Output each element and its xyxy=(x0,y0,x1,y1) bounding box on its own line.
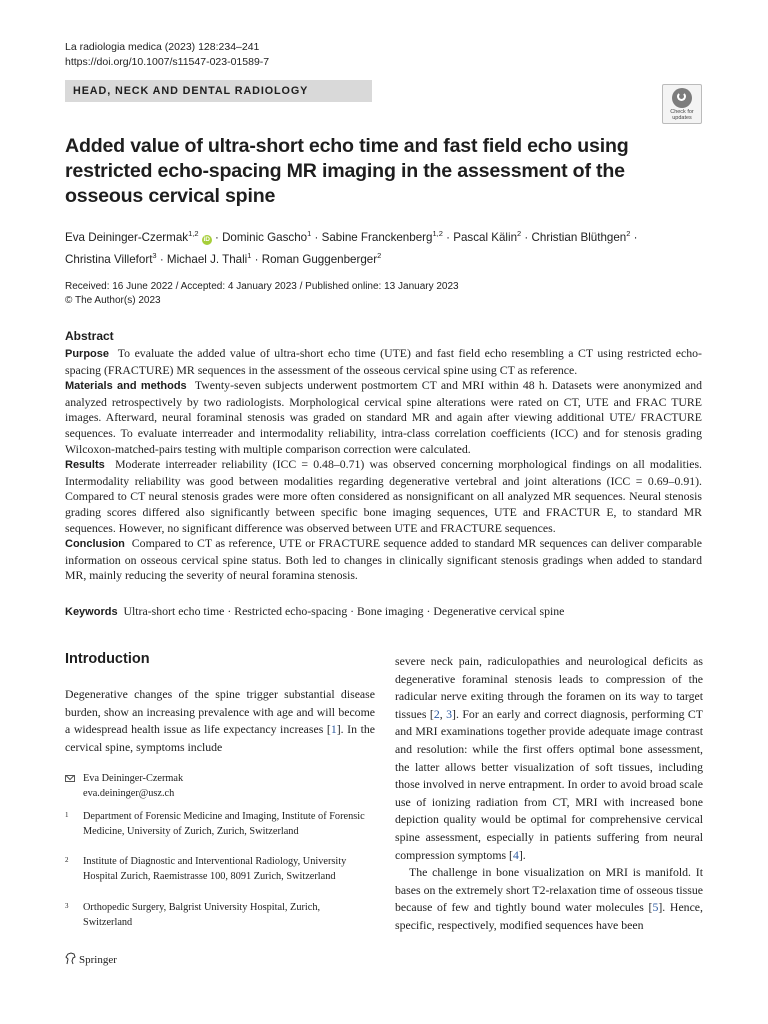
author-name[interactable]: Pascal Kälin xyxy=(453,230,518,244)
doi-link[interactable]: https://doi.org/10.1007/s11547-023-01589-7 xyxy=(65,56,270,68)
check-updates-label-2: updates xyxy=(672,115,692,121)
citation-link[interactable]: 3 xyxy=(446,706,453,721)
results-label: Results xyxy=(65,459,105,472)
abstract-purpose xyxy=(65,346,702,378)
author-name[interactable]: Dominic Gascho xyxy=(222,230,308,244)
citation-link[interactable]: 1 xyxy=(330,722,337,737)
affiliation-text: Institute of Diagnostic and Interventional Radiology, University Hospital Zurich, Raemistrasse 100, 8091 Zurich, Switzerland xyxy=(83,856,347,882)
contact-name: Eva Deininger-Czermak xyxy=(83,773,184,784)
purpose-label: Purpose xyxy=(65,348,110,360)
introduction-heading: Introduction xyxy=(65,651,150,667)
orcid-icon[interactable]: iD xyxy=(203,235,210,243)
citation-link[interactable]: 2 xyxy=(433,706,440,721)
citation-link[interactable]: 4 xyxy=(512,847,519,862)
author-affiliation: 3 xyxy=(152,250,157,260)
contact-email[interactable]: eva.deininger@usz.ch xyxy=(83,787,175,799)
citation-link[interactable]: 5 xyxy=(652,900,659,915)
author-separator: · xyxy=(156,252,167,266)
affiliation xyxy=(65,855,365,884)
conclusion-label: Conclusion xyxy=(65,538,125,551)
intro-text: severe neck pain, radiculopathies and neurological deficits as degenerative foraminal stenosis leads to compression of the radicular nerve exiting through the foramen on its way to target tissues [ xyxy=(395,654,703,721)
dates-line: Received: 16 June 2022 / Accepted: 4 January 2023 / Published online: 13 January 2023 xyxy=(65,281,459,292)
author-name[interactable]: Christian Blüthgen xyxy=(531,230,627,244)
affiliation xyxy=(65,810,365,839)
author-affiliation: 1,2 xyxy=(188,229,199,238)
author-affiliation: 1 xyxy=(247,250,252,260)
author-separator: · xyxy=(211,230,223,244)
journal-citation: La radiologia medica (2023) 128:234–241 xyxy=(65,41,260,53)
citation-separator: , xyxy=(439,706,447,721)
affiliation-number: 3 xyxy=(65,902,69,910)
author-separator: · xyxy=(521,230,532,244)
intro-text: ]. Hence, specific, respectively, modified sequences have been xyxy=(395,900,703,932)
author-affiliation: 2 xyxy=(377,250,382,260)
author-list xyxy=(65,225,705,269)
check-updates-label-1: Check for xyxy=(670,109,694,115)
author-name[interactable]: Christina Villefort xyxy=(65,252,153,266)
envelope-icon xyxy=(65,775,75,782)
abstract-heading: Abstract xyxy=(65,329,114,343)
keywords-label: Keywords xyxy=(65,606,118,618)
check-for-updates-badge[interactable] xyxy=(662,84,702,124)
author-name[interactable]: Roman Guggenberger xyxy=(261,252,378,266)
journal-header xyxy=(65,40,269,70)
conclusion-text: Compared to CT as reference, UTE or FRACTURE sequence added to standard MR sequences can deliver comparable information on osseous cervical spine status. Both led to changes in clinically significant stenosis gradings when added to standard MR, mainly reducing the severity of neural foramina stenosis. xyxy=(65,536,702,583)
author-separator: · xyxy=(311,230,322,244)
results-text: Moderate interreader reliability (ICC = 0.48–0.71) was observed concerning morphological findings on all modalities. Intermodality reliability was good between modalities regarding degenerative vertebral and joint alterations (ICC = 0.69–0.91). Compared to CT neural stenosis grades were more often considered as nonsignificant on all analyzed MR sequences. Neural stenosis grading scores differed also significantly between specific bone imaging sequences, UTE and FRACTUR E, to standard MR sequences. However, no significant difference was observed between UTE and FRACTURE sequences. xyxy=(65,457,702,535)
author-separator: · xyxy=(251,252,262,266)
methods-label: Materials and methods xyxy=(65,380,187,393)
publisher-footer xyxy=(65,952,117,968)
affiliation-number: 1 xyxy=(65,811,69,819)
affiliation-text: Department of Forensic Medicine and Imaging, Institute of Forensic Medicine, University of Zurich, Zurich, Switzerland xyxy=(83,811,365,837)
affiliation xyxy=(65,901,365,930)
copyright-line: © The Author(s) 2023 xyxy=(65,295,161,306)
affiliation-number: 2 xyxy=(65,856,69,864)
left-column xyxy=(65,686,375,756)
intro-text: ]. In the cervical spine, symptoms include xyxy=(65,722,376,754)
purpose-text: To evaluate the added value of ultra-short echo time (UTE) and fast field echo resembling a CT using restricted echo-spacing (FRACTURE) MR sequences in the assessment of the osseous cervical spine using CT as reference. xyxy=(65,346,702,377)
keywords xyxy=(65,604,705,619)
author-affiliation: 2 xyxy=(626,229,631,238)
intro-paragraph xyxy=(395,653,703,864)
intro-paragraph xyxy=(395,864,703,934)
right-column xyxy=(395,653,703,935)
springer-horse-icon xyxy=(65,952,76,965)
intro-paragraph xyxy=(65,686,375,756)
intro-text: ]. xyxy=(518,847,526,862)
author-name[interactable]: Sabine Franckenberg xyxy=(321,230,433,244)
author-separator: · xyxy=(630,230,638,244)
publication-dates xyxy=(65,280,459,308)
keywords-text: Ultra-short echo time · Restricted echo-spacing · Bone imaging · Degenerative cervical spine xyxy=(123,604,565,618)
check-updates-icon xyxy=(672,88,692,108)
author-name[interactable]: Michael J. Thali xyxy=(166,252,248,266)
corresponding-author xyxy=(65,772,375,801)
methods-text: Twenty-seven subjects underwent postmortem CT and MRI within 48 h. Datasets were anonymized and analyzed retrospectively by two radiologists. Morphological cervical spine alterations were rated on CT, UTE and FRAC TURE images. Afterward, neural foraminal stenosis was graded on standard MR and again after viewing additional UTE/ FRACTURE sequences. To evaluate interreader and intermodality reliability, intra-class correlation coefficients (ICC) and for stenosis grading Wilcoxon-matched-pairs testing with multiple comparison correction were calculated. xyxy=(65,378,703,456)
publisher-name: Springer xyxy=(79,954,117,966)
author-affiliation: 1 xyxy=(307,229,312,238)
abstract-methods xyxy=(65,378,702,457)
author-name[interactable]: Eva Deininger-Czermak xyxy=(65,230,189,244)
intro-text: ]. For an early and correct diagnosis, performing CT and MRI examinations together provide adequate image contrast and resolution: while the first offers optimal bone assessment, the latter allows better visualization of soft tissues, including those involved in nerve entrapment. In order to avoid broad scale use of ionizing radiation from CT, MRI with increased bone depiction quality would be optimal for comprehensive cervical spine assessment, especially in patients suffering from neural compression symptoms [ xyxy=(395,706,703,862)
article-title: Added value of ultra-short echo time and fast field echo using restricted echo-spacing MR imaging in the assessment of the osseous cervical spine xyxy=(65,135,629,207)
section-banner: HEAD, NECK AND DENTAL RADIOLOGY xyxy=(65,80,372,102)
intro-text: The challenge in bone visualization on MRI is manifold. It bases on the extremely short T2-relaxation time of osseous tissue because of few and tightly bound water molecules [ xyxy=(395,865,703,915)
intro-text: Degenerative changes of the spine trigger substantial disease burden, show an increasing prevalence with age and will become a widespread health issue as life expectancy increases [ xyxy=(65,687,375,737)
affiliation-text: Orthopedic Surgery, Balgrist University Hospital, Zurich, Switzerland xyxy=(83,902,321,928)
abstract-results xyxy=(65,457,702,536)
abstract-body xyxy=(65,346,702,584)
author-separator: · xyxy=(442,230,454,244)
abstract-conclusion xyxy=(65,536,702,584)
author-affiliation: 1,2 xyxy=(432,229,443,238)
author-affiliation: 2 xyxy=(517,229,522,238)
